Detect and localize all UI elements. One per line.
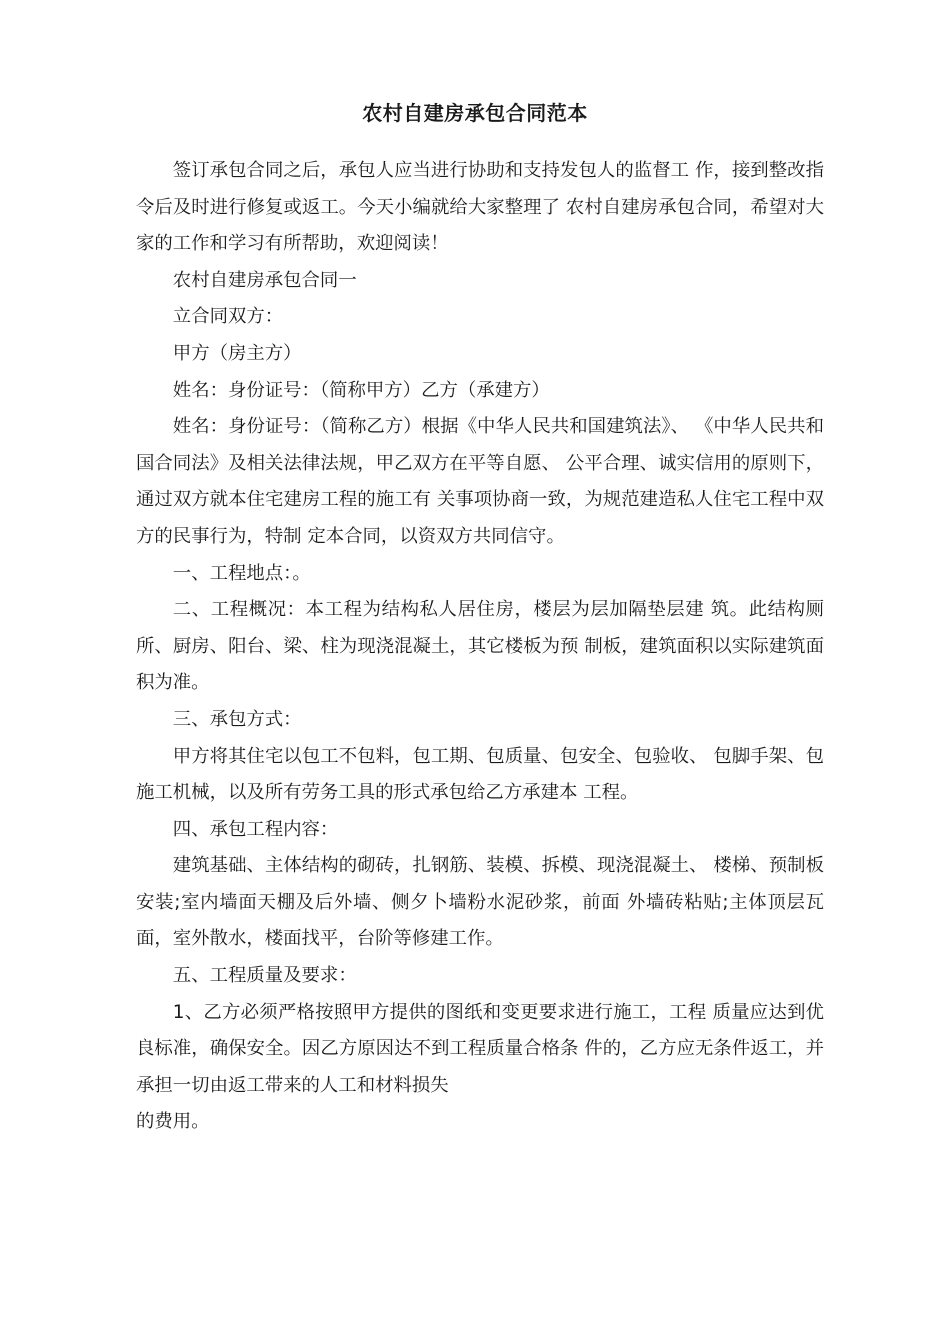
paragraph-party-a: 甲方（房主方）	[172, 342, 302, 364]
paragraph-section-3: 三、承包方式：	[172, 708, 302, 730]
paragraph-section-3-body: 甲方将其住宅以包工不包料，包工期、包质量、包安全、包验收、 包脚手架、包施工机械，以及所有劳务工具的形式承包给乙方承建本 工程。	[136, 745, 824, 804]
paragraph-contract-heading: 农村自建房承包合同一	[172, 269, 357, 291]
paragraph-section-5-item-1-end: 的费用。	[136, 1111, 210, 1133]
paragraph-section-1: 一、工程地点：。	[172, 562, 311, 584]
paragraph-section-4-body: 建筑基础、主体结构的砌砖，扎钢筋、装模、拆模、现浇混凝土、 楼梯、预制板安装;室内墙面天棚及后外墙、侧夕卜墙粉水泥砂浆，前面 外墙砖粘贴;主体顶层瓦面，室外散水，楼面找平，台阶等修建工作。	[136, 855, 824, 950]
document-title: 农村自建房承包合同范本	[362, 101, 588, 125]
paragraph-party-a-id: 姓名：身份证号：（简称甲方）乙方（承建方）	[172, 379, 550, 401]
paragraph-intro: 签订承包合同之后，承包人应当进行协助和支持发包人的监督工 作，接到整改指令后及时进行修复或返工。今天小编就给大家整理了 农村自建房承包合同，希望对大家的工作和学习有所帮助，欢迎阅读！	[136, 160, 824, 255]
document-body	[136, 153, 824, 1141]
paragraph-section-4: 四、承包工程内容：	[172, 818, 339, 840]
paragraph-section-5-item-1: 1、乙方必须严格按照甲方提供的图纸和变更要求进行施工，工程 质量应达到优良标准，确保安全。因乙方原因达不到工程质量合格条 件的，乙方应无条件返工，并承担一切由返工带来的人工和材料损失	[136, 1001, 824, 1096]
paragraph-parties: 立合同双方：	[172, 306, 284, 328]
paragraph-party-b-id: 姓名：身份证号：（简称乙方）根据《中华人民共和国建筑法》、 《中华人民共和国合同法》及相关法律法规，甲乙双方在平等自愿、 公平合理、诚实信用的原则下，通过双方就本住宅建房工程的施工有 关事项协商一致，为规范建造私人住宅工程中双方的民事行为，特制 定本合同，以资双方共同信守。	[136, 416, 824, 547]
paragraph-section-2: 二、工程概况：本工程为结构私人居住房，楼层为层加隔垫层建 筑。此结构厕所、厨房、阳台、梁、柱为现浇混凝土，其它楼板为预 制板，建筑面积以实际建筑面积为准。	[136, 599, 824, 694]
paragraph-section-5: 五、工程质量及要求：	[172, 965, 357, 987]
